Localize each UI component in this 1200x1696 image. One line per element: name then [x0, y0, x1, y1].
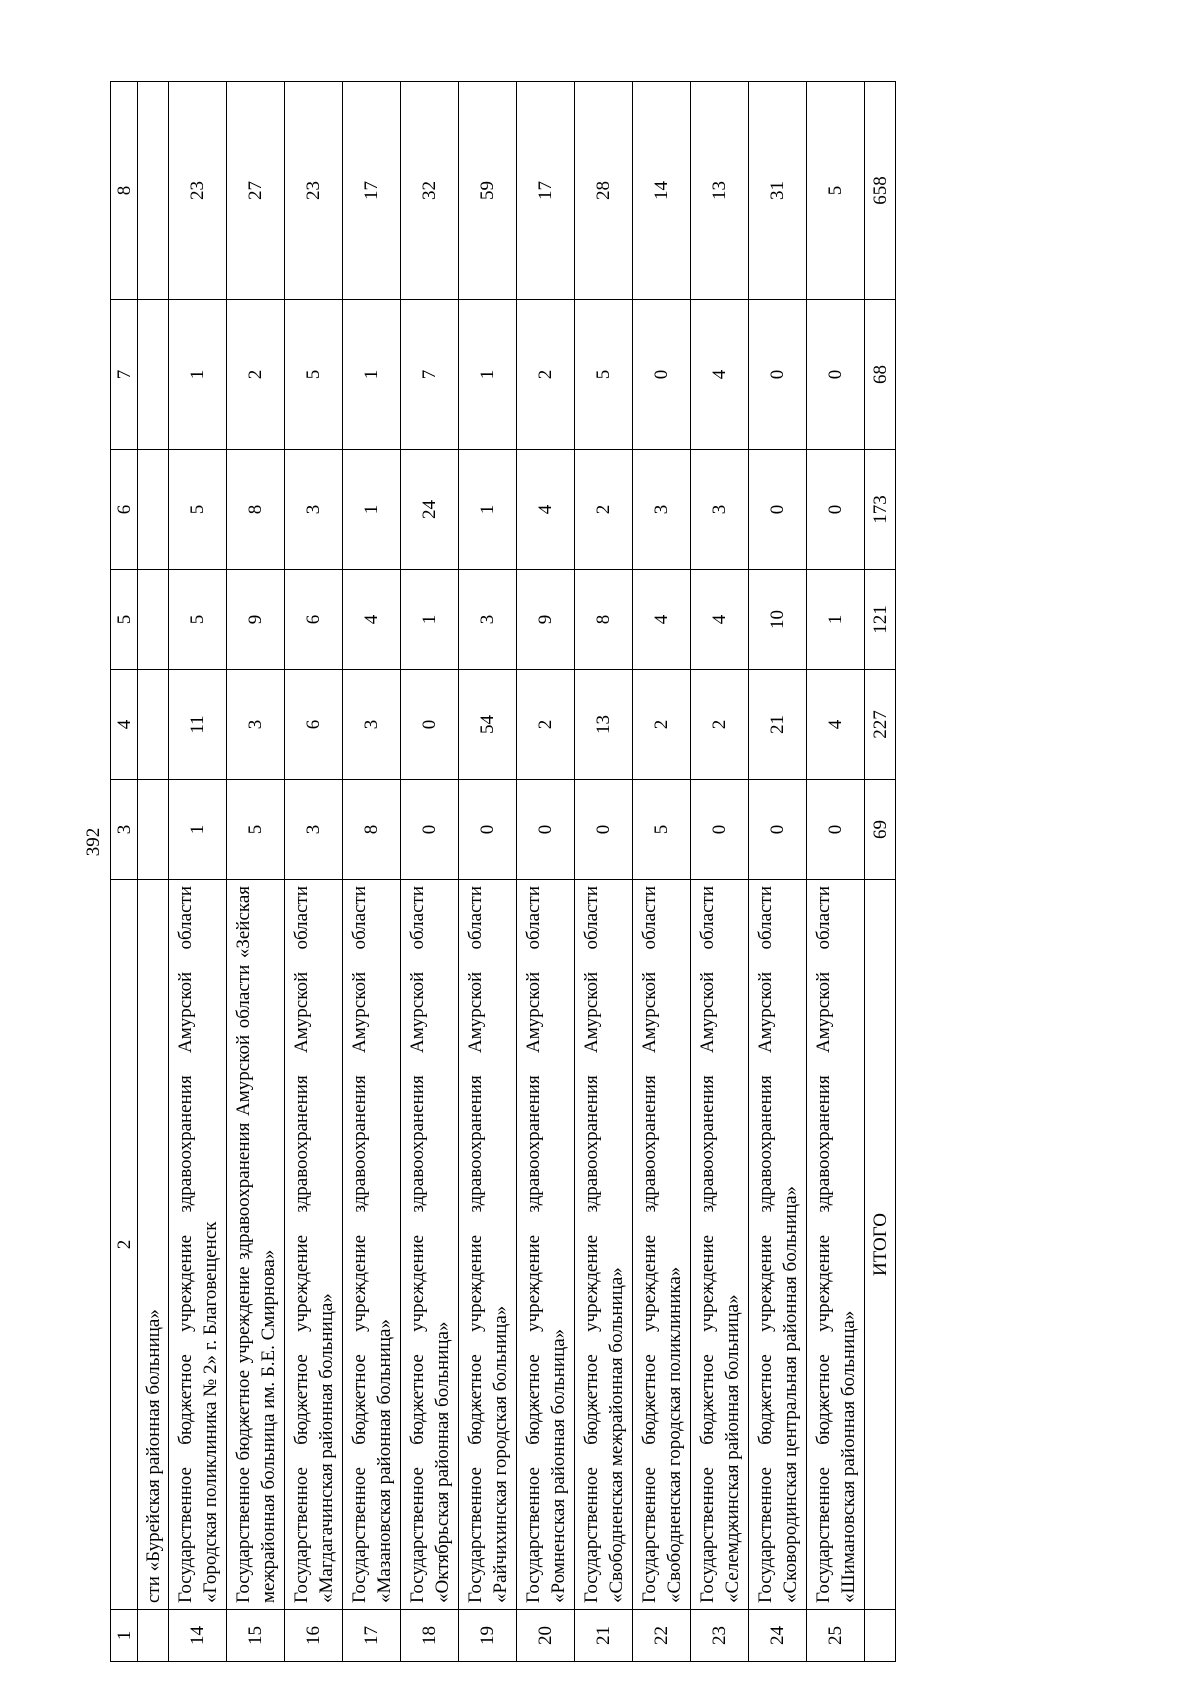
value-c8: 23 [169, 82, 227, 300]
table-row [169, 82, 227, 1662]
institution-name: Государственное бюджетное учреждение здравоохранения Амурской области «Свободненская городская поликлиника» [633, 880, 691, 1610]
continuation-index-cell [138, 1610, 169, 1662]
value-c4: 0 [401, 670, 459, 780]
value-c4: 3 [227, 670, 285, 780]
table-row [517, 82, 575, 1662]
table-row [691, 82, 749, 1662]
value-c6: 24 [401, 450, 459, 570]
value-c3: 0 [459, 780, 517, 880]
institution-name: Государственное бюджетное учреждение здравоохранения Амурской области «Магдагачинская районная больница» [285, 880, 343, 1610]
value-c8: 23 [285, 82, 343, 300]
row-index: 15 [227, 1610, 285, 1662]
row-index: 20 [517, 1610, 575, 1662]
value-c5: 8 [575, 570, 633, 670]
row-index: 25 [807, 1610, 865, 1662]
value-c8: 31 [749, 82, 807, 300]
value-c3: 0 [807, 780, 865, 880]
total-index-cell [865, 1610, 896, 1662]
value-c7: 7 [401, 300, 459, 450]
value-c4: 2 [691, 670, 749, 780]
value-c7: 5 [285, 300, 343, 450]
value-c7: 0 [633, 300, 691, 450]
header-col-5: 5 [111, 570, 138, 670]
institution-name: Государственное бюджетное учреждение здравоохранения Амурской области «Мазановская районная больница» [343, 880, 401, 1610]
value-c5: 1 [807, 570, 865, 670]
value-c3: 0 [517, 780, 575, 880]
header-col-6: 6 [111, 450, 138, 570]
row-index: 18 [401, 1610, 459, 1662]
empty-cell [138, 570, 169, 670]
institution-name: Государственное бюджетное учреждение здравоохранения Амурской области «Октябрьская районная больница» [401, 880, 459, 1610]
value-c7: 0 [749, 300, 807, 450]
value-c6: 3 [285, 450, 343, 570]
value-c7: 1 [169, 300, 227, 450]
value-c5: 4 [343, 570, 401, 670]
value-c4: 2 [517, 670, 575, 780]
table-row [575, 82, 633, 1662]
table-row [807, 82, 865, 1662]
value-c6: 4 [517, 450, 575, 570]
page-number: 392 [83, 827, 104, 857]
value-c8: 14 [633, 82, 691, 300]
empty-cell [138, 670, 169, 780]
institution-name: Государственное бюджетное учреждение здравоохранения Амурской области «Сковородинская центральная районная больница» [749, 880, 807, 1610]
header-col-7: 7 [111, 300, 138, 450]
table-row [749, 82, 807, 1662]
total-row [865, 82, 896, 1662]
institution-name: Государственное бюджетное учреждение здравоохранения Амурской области «Ромненская районная больница» [517, 880, 575, 1610]
value-c8: 17 [343, 82, 401, 300]
institution-name: Государственное бюджетное учреждение здравоохранения Амурской области «Зейская межрайонная больница им. Б.Е. Смирнова» [227, 880, 285, 1610]
value-c3: 8 [343, 780, 401, 880]
total-col-6: 173 [865, 450, 896, 570]
row-index: 14 [169, 1610, 227, 1662]
value-c5: 5 [169, 570, 227, 670]
table-row [227, 82, 285, 1662]
continuation-text: сти «Бурейская районная больница» [138, 880, 169, 1610]
institution-name: Государственное бюджетное учреждение здравоохранения Амурской области «Селемджинская районная больница» [691, 880, 749, 1610]
value-c3: 5 [633, 780, 691, 880]
total-col-8: 658 [865, 82, 896, 300]
value-c6: 3 [633, 450, 691, 570]
value-c5: 4 [633, 570, 691, 670]
continuation-row [138, 82, 169, 1662]
header-col-2: 2 [111, 880, 138, 1610]
value-c7: 1 [343, 300, 401, 450]
institution-name: Государственное бюджетное учреждение здравоохранения Амурской области «Городская поликлиника № 2» г. Благовещенск [169, 880, 227, 1610]
value-c5: 3 [459, 570, 517, 670]
row-index: 24 [749, 1610, 807, 1662]
table-row [285, 82, 343, 1662]
table-row [633, 82, 691, 1662]
total-col-5: 121 [865, 570, 896, 670]
value-c6: 8 [227, 450, 285, 570]
value-c4: 11 [169, 670, 227, 780]
hospital-statistics-table [110, 81, 896, 1662]
value-c6: 1 [459, 450, 517, 570]
value-c4: 2 [633, 670, 691, 780]
value-c4: 4 [807, 670, 865, 780]
value-c3: 0 [749, 780, 807, 880]
value-c4: 6 [285, 670, 343, 780]
value-c4: 21 [749, 670, 807, 780]
value-c3: 3 [285, 780, 343, 880]
total-col-7: 68 [865, 300, 896, 450]
row-index: 16 [285, 1610, 343, 1662]
value-c5: 4 [691, 570, 749, 670]
table-row [459, 82, 517, 1662]
value-c3: 0 [401, 780, 459, 880]
value-c7: 2 [517, 300, 575, 450]
institution-name: Государственное бюджетное учреждение здравоохранения Амурской области «Шимановская районная больница» [807, 880, 865, 1610]
value-c6: 5 [169, 450, 227, 570]
institution-name: Государственное бюджетное учреждение здравоохранения Амурской области «Свободненская межрайонная больница» [575, 880, 633, 1610]
table-row [343, 82, 401, 1662]
header-col-1: 1 [111, 1610, 138, 1662]
empty-cell [138, 82, 169, 300]
total-col-4: 227 [865, 670, 896, 780]
total-label: ИТОГО [865, 880, 896, 1610]
value-c7: 5 [575, 300, 633, 450]
value-c7: 1 [459, 300, 517, 450]
institution-name: Государственное бюджетное учреждение здравоохранения Амурской области «Райчихинская городская больница» [459, 880, 517, 1610]
value-c3: 5 [227, 780, 285, 880]
value-c7: 0 [807, 300, 865, 450]
header-col-3: 3 [111, 780, 138, 880]
empty-cell [138, 780, 169, 880]
value-c6: 1 [343, 450, 401, 570]
value-c6: 0 [749, 450, 807, 570]
value-c4: 13 [575, 670, 633, 780]
row-index: 22 [633, 1610, 691, 1662]
value-c3: 0 [691, 780, 749, 880]
value-c8: 32 [401, 82, 459, 300]
empty-cell [138, 300, 169, 450]
header-col-8: 8 [111, 82, 138, 300]
value-c5: 6 [285, 570, 343, 670]
value-c6: 2 [575, 450, 633, 570]
value-c8: 27 [227, 82, 285, 300]
value-c4: 3 [343, 670, 401, 780]
value-c8: 59 [459, 82, 517, 300]
row-index: 21 [575, 1610, 633, 1662]
total-col-3: 69 [865, 780, 896, 880]
value-c3: 1 [169, 780, 227, 880]
value-c4: 54 [459, 670, 517, 780]
rotated-table-wrapper [110, 82, 891, 1662]
row-index: 17 [343, 1610, 401, 1662]
header-col-4: 4 [111, 670, 138, 780]
value-c8: 28 [575, 82, 633, 300]
value-c3: 0 [575, 780, 633, 880]
row-index: 19 [459, 1610, 517, 1662]
header-row [111, 82, 138, 1662]
value-c5: 1 [401, 570, 459, 670]
value-c8: 13 [691, 82, 749, 300]
value-c5: 9 [227, 570, 285, 670]
value-c5: 9 [517, 570, 575, 670]
empty-cell [138, 450, 169, 570]
row-index: 23 [691, 1610, 749, 1662]
value-c8: 5 [807, 82, 865, 300]
value-c6: 3 [691, 450, 749, 570]
table-row [401, 82, 459, 1662]
value-c7: 4 [691, 300, 749, 450]
value-c7: 2 [227, 300, 285, 450]
value-c6: 0 [807, 450, 865, 570]
value-c8: 17 [517, 82, 575, 300]
value-c5: 10 [749, 570, 807, 670]
